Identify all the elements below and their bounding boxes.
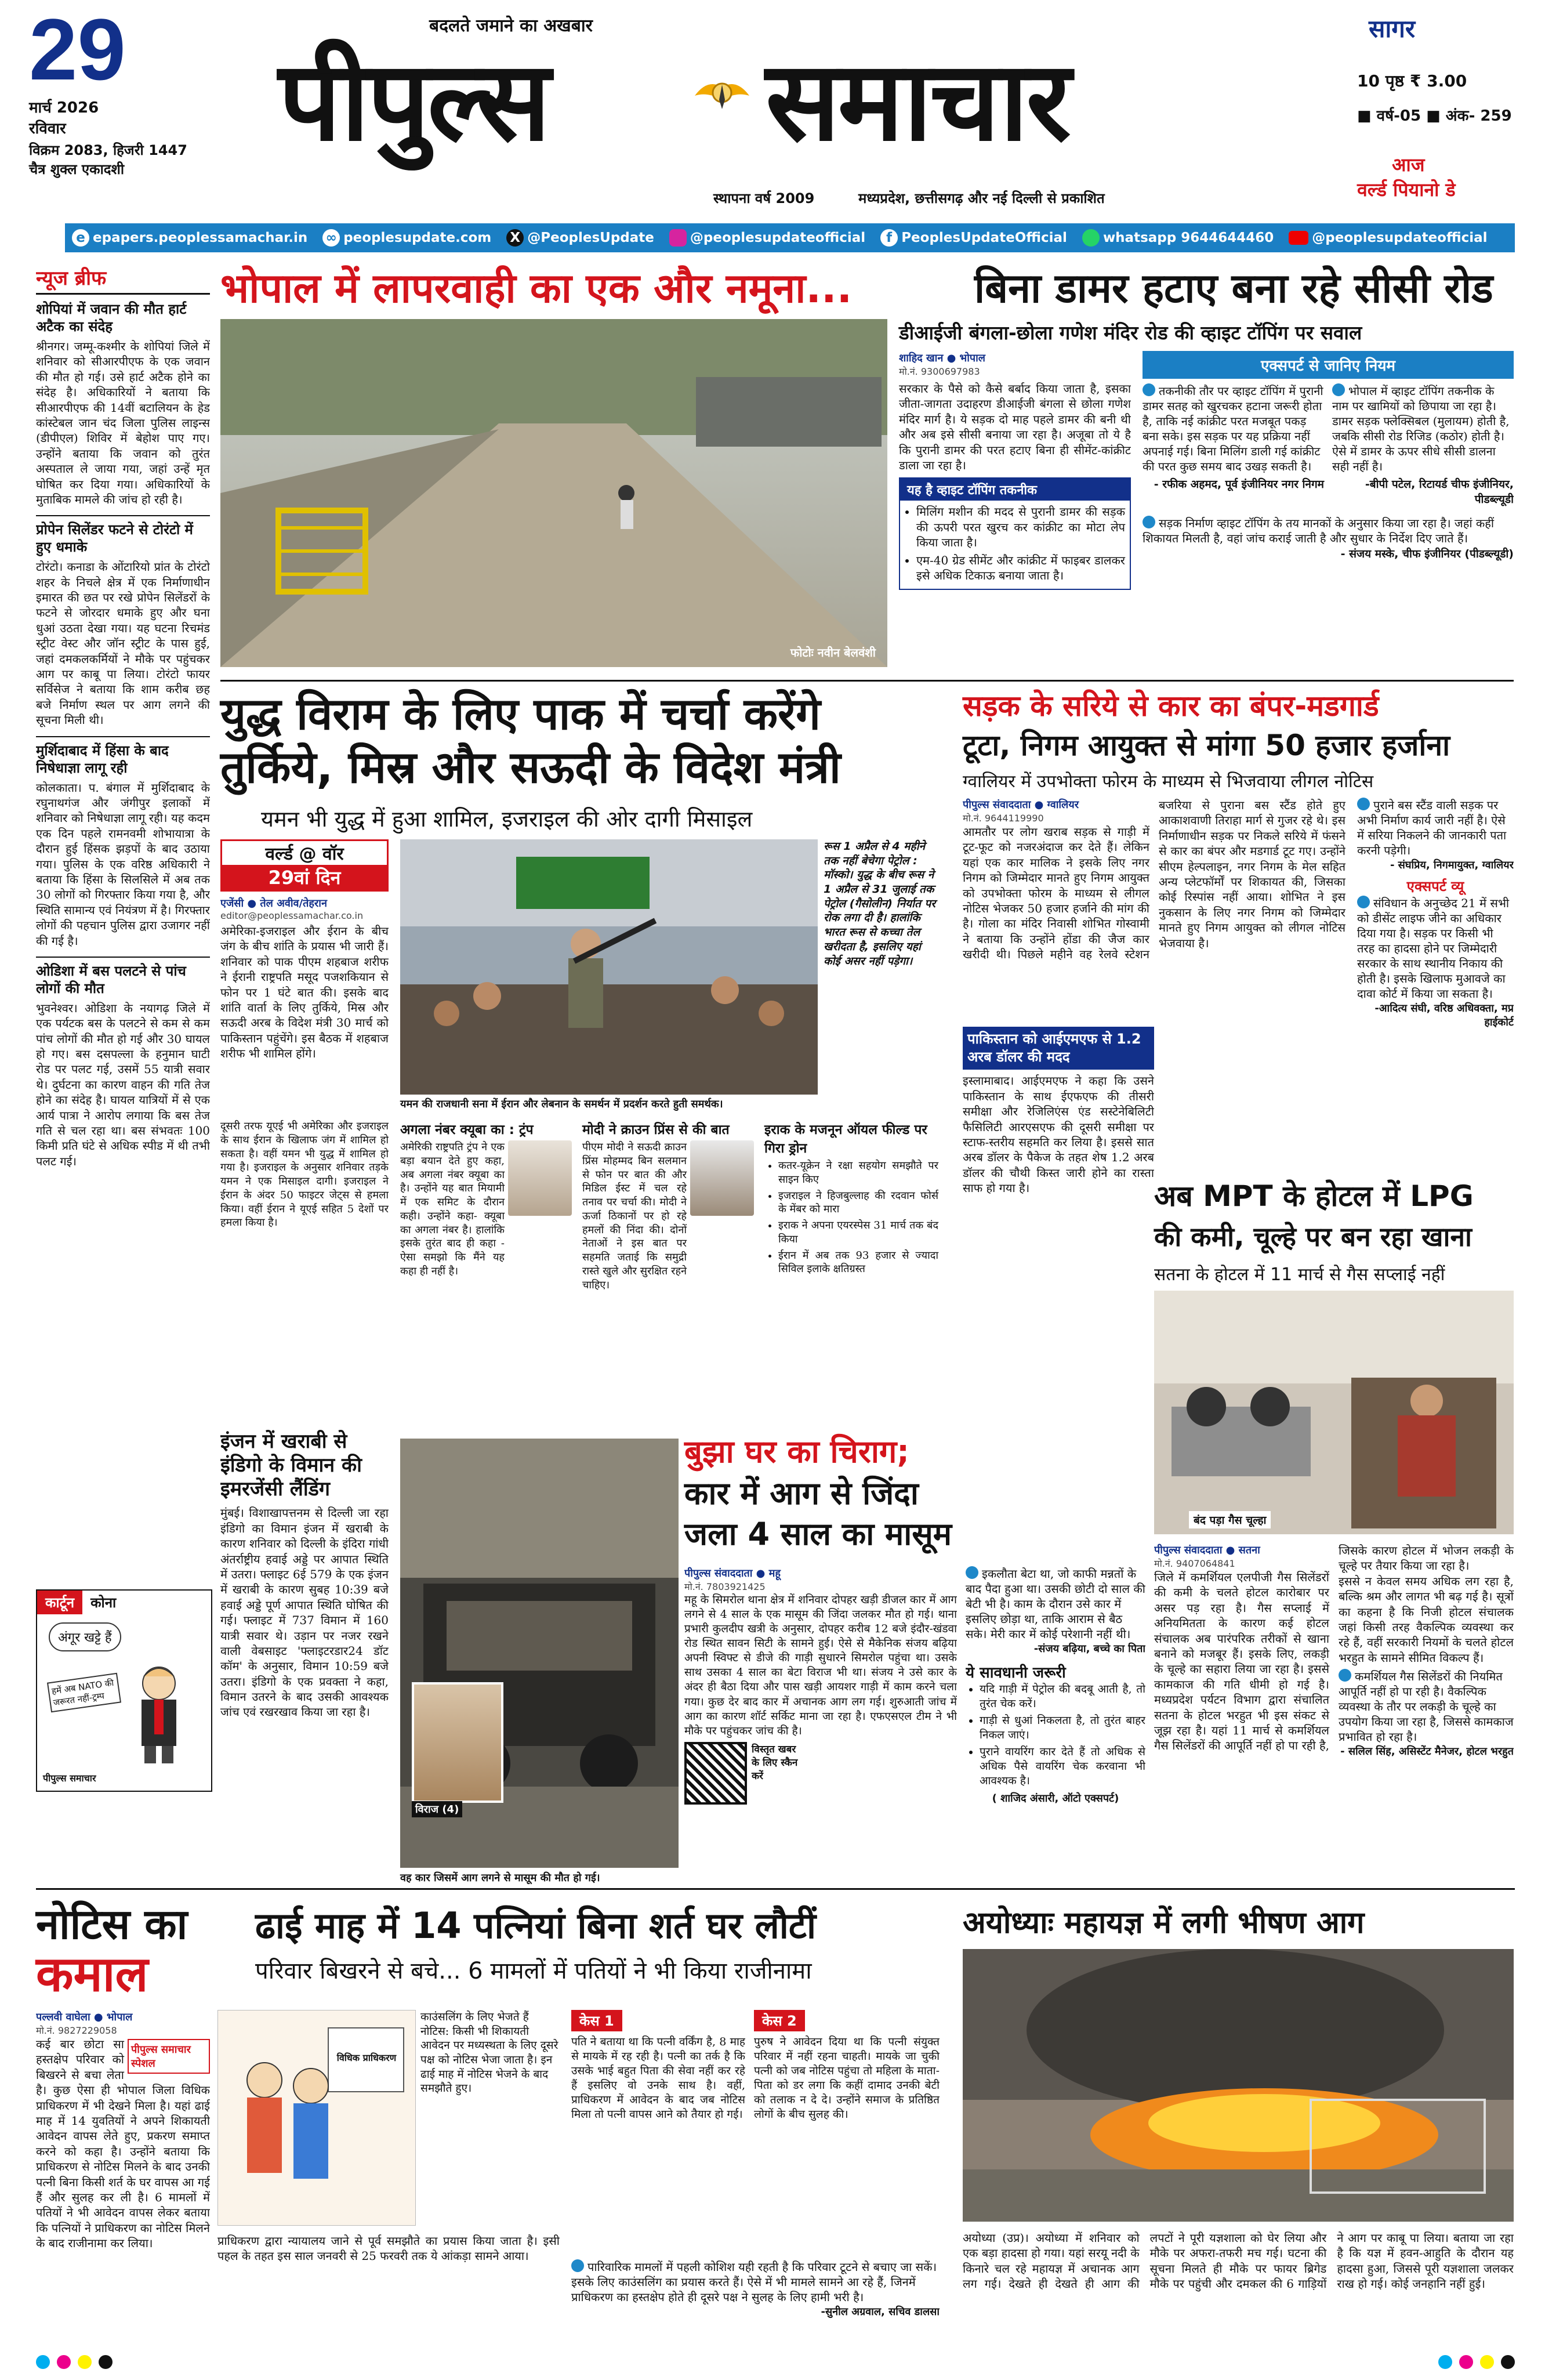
ayodhya-photo [963, 1949, 1514, 2222]
top-headline-black: बिना डामर हटाए बना रहे सीसी रोड [974, 265, 1493, 312]
war-subhead: यमन भी युद्ध में हुआ शामिल, इजराइल की ओर दागी मिसाइल [261, 806, 753, 832]
news-brief-column [36, 264, 210, 1581]
war-headline-2: तुर्किये, मिस्र और सऊदी के विदेश मंत्री [220, 741, 841, 793]
lpg-text: पीपुल्स संवाददाता ● सतना मो.नं. 9407064841 जिले में कमर्शियल एलपीजी गैस सिलेंडरों की कमी के चलते होटल कारोबार पर असर पड़ रहा है। गैस सप्लाई में अनियमितता के कारण कई होटल संचालक अब पारंपरिक तरीकों से खाना बनाने को मजबूर हैं। इसके लिए, लकड़ी के चूल्हे का सहारा लिया जा रहा है। इससे कामकाज की गति धीमी हो गई है। मध्यप्रदेश पर्यटन विभाग द्वारा संचालित सतना के होटल भरहुत भी इस संकट से जूझ रहा है। यहां 11 मार्च से कमर्शियल गैस सिलेंडरों की आपूर्ति नहीं हो पा रही है, जिसके कारण होटल में भोजन लकड़ी के चूल्हे पर तैयार किया जा रहा है। इससे न केवल समय अधिक लग रहा है, बल्कि श्रम और लागत भी बढ़ गई है। सूत्रों का कहना है कि निजी होटल संचालक जहां किसी तरह वैकल्पिक व्यवस्था कर रहे हैं, वहीं सरकारी नियमों के चलते होटल भरहुत के सामने सीमित विकल्प हैं। कमर्शियल गैस सिलेंडरों की नियमित आपूर्ति नहीं हो पा रही है। वैकल्पिक व्यवस्था के तौर पर लकड़ी के चूल्हे का उपयोग किया जा रहा है, जिससे कामकाज प्रभावित हो रहा है। - सलिल सिंह, असिस्टेंट मैनेजर, होटल भरहुत [1154, 1544, 1514, 1758]
notice-body-2: प्राधिकरण द्वारा न्यायालय जाने से पूर्व समझौते का प्रयास किया जाता है। इसी पहल के तहत इस साल जनवरी से 25 फरवरी तक ये आंकड़ा सामने आया। [217, 2234, 560, 2263]
lpg-subhead: सतना के होटल में 11 मार्च से गैस सप्लाई नहीं [1154, 1265, 1445, 1285]
date-number: 29 [29, 1, 126, 98]
social-item-epaper[interactable]: e epapers.peoplessamachar.in [72, 229, 307, 247]
notice-subhead: परिवार बिखरने से बचे... 6 मामलों में पतियों ने भी किया राजीनामा [255, 1958, 812, 1984]
established: स्थापना वर्ष 2009 [713, 190, 815, 207]
article-body: अमेरिका-इजराइल और ईरान के बीच जंग के बीच शांति के प्रयास भी जारी हैं। शनिवार को पाक पीएम शहबाज शरीफ ने ईरानी राष्ट्रपति मसूद पजशकियान से फोन पर 1 घंटे बात की। इसके बाद शांति वार्ता के लिए तुर्किये, मिस्र और सऊदी अरब के विदेश मंत्री 30 मार्च को पाकिस्तान पहुंचेंगे। इस बैठक में शहबाज शरीफ भी शामिल होंगे। [220, 924, 389, 1061]
expert-panel [1143, 351, 1514, 676]
indigo-headline: इंजन में खराबी से इंडिगो के विमान की इमरजेंसी लैंडिंग [220, 1430, 362, 1501]
quote-icon [1357, 896, 1370, 908]
byline: एजेंसी ● तेल अवीव/तेहरान [220, 897, 327, 910]
youtube-icon [1289, 231, 1308, 245]
title-left: पीपुल्स [278, 37, 549, 165]
email: editor@peoplessamachar.co.in [220, 910, 364, 921]
edition-city: सागर [1369, 15, 1416, 43]
tagline: बदलते जमाने का अखबार [429, 16, 593, 36]
expert-quote: भोपाल में व्हाइट टॉपिंग तकनीक के नाम पर खामियों को छिपाया जा रहा है। डामर सड़क फ्लेक्सिबल (मुलायम) होती है, जबकि सीसी रोड रिजिड (कठोर) होती है। ऐसे में डामर के ऊपर सीधे सीसी डालना सही नहीं है। -बीपी पटेल, रिटायर्ड चीफ इंजीनियर, पीडब्ल्यूडी [1332, 384, 1514, 506]
lpg-photo [1154, 1291, 1514, 1534]
notice-text: पल्लवी वाघेला ● भोपाल मो.नं. 9827229058 पीपुल्स समाचार स्पेशल कई बार छोटा सा हस्तक्षेप परिवार को बिखरने से बचा लेता है। कुछ ऐसा ही भोपाल जिला विधिक प्राधिकरण में भी देखने मिला है। यहां ढाई माह में 14 युवतियों ने अपने शिकायती आवेदन वापस लेते हुए, प्रकरण समाप्त करने को कहा है। उन्होंने बताया कि प्राधिकरण से नोटिस मिलने के बाद उनकी पत्नी बिना किसी शर्त के घर वापस आ गई हैं और सुलह कर ली है। 6 मामलों में पतियों ने भी आवेदन वापस लेकर बताया कि पत्नियों ने प्राधिकरण का नोटिस मिलने के बाद राजीनामा कर लिया। [36, 2011, 210, 2251]
mhow-headline-1: बुझा घर का चिराग; [684, 1433, 909, 1470]
cartoon-box [36, 1589, 212, 1792]
article-body: महू के सिमरोल थाना क्षेत्र में शनिवार दोपहर खड़ी डीजल कार में आग लगने से 4 साल के एक मासूम की जिंदा जलकर मौत हो गई। थाना प्रभारी कुलदीप खत्री के अनुसार, दोपहर करीब 12 बजे इंदौर-खंडवा रोड स्थित सावन सिटी के सामने हुई। ऐसे से मैकेनिक संजय बढ़िया अपनी स्विफ्ट से डीजे की गाड़ी सुधारने सिमरोल पहुंचा था। उसके साथ उसका 4 साल का बेटा विराज भी था। संजय ने उसे कार के अंदर ही बैठा दिया और पास खड़ी आयशर गाड़ी में काम करने चला गया। कुछ देर बाद कार में अचानक आग लग गई। शुरुआती जांच में आग का कारण शॉर्ट सर्किट माना जा रहा है। एफएसएल टीम ने भी मौके पर पहुंचकर जांच की है। [684, 1593, 957, 1737]
cartoon-label: कार्टून [37, 1591, 82, 1614]
social-item-whatsapp[interactable]: whatsapp 9644644460 [1082, 229, 1274, 247]
tips-title: ये सावधानी जरूरी [966, 1664, 1066, 1682]
article-body: इससे न केवल समय अधिक लग रहा है, बल्कि श्रम और लागत भी बढ़ गई है। सूत्रों का कहना है कि निजी होटल संचालक जहां किसी तरह वैकल्पिक व्यवस्था कर रहे हैं, वहीं सरकारी नियमों के चलते होटल भरहुत के सामने सीमित विकल्प हैं। [1339, 1574, 1514, 1665]
date-block [29, 1, 226, 215]
world-at-war-badge: वर्ल्ड @ वॉर 29वां दिन [220, 839, 389, 892]
mobile: मो.नं. 9300697983 [899, 366, 980, 377]
mhow-caption: वह कार जिसमें आग लगने से मासूम की मौत हो गई। [400, 1872, 600, 1884]
technique-item: • एम-40 ग्रेड सीमेंट और कांक्रीट में फाइबर डालकर इसे अधिक टिकाऊ बनाया जाता है। [916, 553, 1125, 584]
child-inset [412, 1682, 503, 1803]
notice-label-1: नोटिस का [36, 1900, 188, 1948]
whatsapp-icon [1082, 229, 1100, 247]
brief-item [36, 957, 210, 1169]
technique-item: • मिलिंग मशीन की मदद से पुरानी डामर की सड़क की ऊपरी परत खुरच कर कांक्रीट का मोटा लेप किया जाता है। [916, 504, 1125, 550]
photo-credit: फोटोः नवीन बेलवंशी [790, 646, 876, 660]
gwalior-quotes: पुराने बस स्टैंड वाली सड़क पर अभी निर्माण कार्य जारी नहीं है। ऐसे में सरिया निकलने की जानकारी पता करनी पड़ेगी। - संघप्रिय, निगमायुक्त, ग्वालियर एक्सपर्ट व्यू संविधान के अनुच्छेद 21 में सभी को डीसेंट लाइफ जीने का अधिकार दिया गया है। सड़क पर किसी भी तरह का हादसा होने पर जिम्मेदारी सरकार के साथ स्थानीय निकाय की होती है। इसके खिलाफ मुआवजे का दावा कोर्ट में किया जा सकता है। -आदित्य संघी, वरिष्ठ अधिवक्ता, मप्र हाईकोर्ट [1357, 798, 1514, 1028]
sub-story-trump: अगला नंबर क्यूबा का : ट्रंप अमेरिकी राष्ट्रपति ट्रंप ने एक बड़ा बयान देते हुए कहा, अब अगला नंबर क्यूबा का है। उन्होंने यह बात मियामी में एक समिट के दौरान कही। उन्होंने कहा- क्यूबा का अगला नंबर है। हालांकि इसके तुरंत बाद ही कहा - ऐसा समझो कि मैंने यह कहा ही नहीं है। [400, 1120, 574, 1276]
case-2: केस 2 पुरुष ने आवेदन दिया था कि पत्नी संयुक्त परिवार में नहीं रहना चाहती। मायके जा चुकी पत्नी को जब नोटिस पहुंचा तो महिला के माता-पिता को डर लगा कि कहीं दामाद उनकी बेटी को तलाक न दे दे। उन्होंने समाज के प्रतिष्ठित लोगों के बीच सुलह की। [754, 2010, 940, 2254]
brief-title: मुर्शिदाबाद में हिंसा के बाद निषेधाज्ञा लागू रही [36, 742, 169, 776]
ayodhya-text [963, 2230, 1514, 2341]
article-body: कई बार छोटा सा हस्तक्षेप परिवार को बिखरने से बचा लेता है। कुछ ऐसा ही भोपाल जिला विधिक प्राधिकरण में भी देखने मिला है। यहां ढाई माह में 14 युवतियों ने अपने शिकायती आवेदन वापस लेते हुए, प्रकरण समाप्त करने को कहा है। उन्होंने बताया कि प्राधिकरण से नोटिस मिलने के बाद उनकी पत्नी बिना किसी शर्त के घर वापस आ गई हैं और सुलह कर ली है। 6 मामलों में पतियों ने भी आवेदन वापस लेकर बताया कि पत्नियों ने प्राधिकरण का नोटिस मिलने के बाद राजीनामा कर लिया। [36, 2037, 210, 2251]
ayodhya-headline: अयोध्याः महायज्ञ में लगी भीषण आग [963, 1906, 1365, 1940]
brief-title: शोपियां में जवान की मौत हार्ट अटैक का संदेह [36, 301, 187, 335]
road-photo [220, 319, 887, 667]
expert-view-title: एक्सपर्ट व्यू [1406, 878, 1464, 894]
gwalior-headline-1: सड़क के सरिये से कार का बंपर-मडगार्ड [963, 689, 1379, 723]
war-headline-1: युद्ध विराम के लिए पाक में चर्चा करेंगे [220, 688, 821, 740]
tithi: चैत्र शुक्ल एकादशी [29, 161, 125, 177]
published: मध्यप्रदेश, छत्तीसगढ़ और नई दिल्ली से प्रकाशित [858, 190, 1105, 207]
expert-quote: तकनीकी तौर पर व्हाइट टॉपिंग में पुरानी डामर सतह को खुरचकर हटाना जरूरी होता है, ताकि नई कांक्रीट परत मजबूत पकड़ बना सके। इस सड़क पर यह प्रक्रिया नहीं अपनाई गई। बिना मिलिंग डाली गई कांक्रीट की परत कुछ समय बाद उखड़ सकती है। - रफीक अहमद, पूर्व इंजीनियर नगर निगम [1143, 384, 1324, 491]
paper-title [267, 35, 1253, 168]
brief-body: टोरंटो। कनाडा के ओंटारियो प्रांत के टोरंटो शहर के निचले क्षेत्र में एक निर्माणाधीन इमारत की छत पर रखे प्रोपेन सिलेंडरों के फटने से जोरदार धमाके हुए और घना धुआं उठता देखा गया। यह घटना रिचमंड स्ट्रीट वेस्ट और जॉन स्ट्रीट के पास हुई, जहां दमकलकर्मियों ने मौके पर पहुंचकर आग पर काबू पा लिया। टोरंटो फायर सर्विसेज ने बताया कि शाम करीब छह बजे निर्माण स्थल पर आग लगने की सूचना मिली थी। [36, 560, 210, 727]
social-item-website[interactable]: ∞ peoplesupdate.com [322, 229, 491, 247]
top-photo [220, 319, 887, 667]
brief-title: ओडिशा में बस पलटने से पांच लोगों की मौत [36, 962, 186, 997]
mhow-headline-2: कार में आग से जिंदा जला 4 साल का मासूम [684, 1475, 952, 1552]
article-body: इस्लामाबाद। आईएमएफ ने कहा कि उसने पाकिस्तान के साथ ईएफएफ की तीसरी समीक्षा और रेजिलिएंस एंड सस्टेनेबिलिटी फैसिलिटी आरएसएफ की दूसरी समीक्षा पर स्टाफ-स्तरीय सहमति कर लिया है। इससे सात अरब डॉलर के पैकेज के तहत शेष 1.2 अरब डॉलर की चौथी किस्त जारी होने का रास्ता साफ हो गया है। [963, 1074, 1154, 1196]
social-item-facebook[interactable]: f PeoplesUpdateOfficial [880, 229, 1067, 247]
month-year: मार्च 2026 [29, 99, 99, 117]
year-issue: ■ वर्ष-05 ■ अंक- 259 [1357, 107, 1512, 125]
quote-icon [1332, 383, 1345, 396]
trump-photo [508, 1140, 572, 1216]
cartoon-figure [124, 1660, 194, 1765]
social-item-x[interactable]: X @PeoplesUpdate [506, 229, 654, 247]
link-icon: ∞ [322, 229, 340, 247]
brief-item [36, 515, 210, 727]
case-1: केस 1 पति ने बताया था कि पत्नी वर्किंग है, 8 माह से मायके में रह रही है। पत्नी का तर्क है कि उसके भाई बहुत पिता की सेवा नहीं कर रहे हैं इसलिए वो उनके साथ है। वहीं, प्राधिकरण में आवेदन के बाद जब नोटिस मिला तो पत्नी वापस आने को तैयार हो गई। [571, 2010, 745, 2254]
quote-icon [1143, 383, 1155, 396]
quote-icon [1143, 516, 1155, 528]
instagram-icon [669, 229, 687, 247]
pages-price: 10 पृष्ठ ₹ 3.00 [1357, 71, 1467, 90]
illus-label: विधिक प्राधिकरण [336, 2052, 397, 2063]
quote-icon [1357, 798, 1370, 810]
logo-icon [690, 64, 754, 128]
mhow-photo [400, 1439, 679, 1868]
cartoon-label-b: कोना [90, 1595, 117, 1611]
top-headline-red: भोपाल में लापरवाही का एक और नमूना... [220, 265, 853, 312]
speech-bubble: अंगूर खट्टे हैं [49, 1622, 121, 1651]
expert-quote: सड़क निर्माण व्हाइट टॉपिंग के तय मानकों के अनुसार किया जा रहा है। जहां कहीं शिकायत मिलती है, वहां जांच कराई जाती है और सुधार के निर्देश दिए जाते हैं। - संजय मस्के, चीफ इंजीनियर (पीडब्ल्यूडी) [1143, 516, 1514, 560]
cartoon-sign: हमें अब NATO की जरूरत नहीं-ट्रम्प [47, 1673, 121, 1712]
sub-story-modi: मोदी ने क्राउन प्रिंस से की बात पीएम मोदी ने सऊदी क्राउन प्रिंस मोहम्मद बिन सलमान से फोन पर बात की और मिडिल ईस्ट में चल रहे तनाव पर चर्चा की। मोदी ने ऊर्जा ठिकानों पर हो रहे हमलों की निंदा की। दोनों नेताओं ने इस बात पर सहमति जताई कि समुद्री रास्ते खुले और सुरक्षित रहने चाहिए। [582, 1120, 756, 1276]
lpg-photo-label: बंद पड़ा गैस चूल्हा [1189, 1511, 1271, 1528]
mhow-sidebar: इकलौता बेटा था, जो काफी मन्नतों के बाद पैदा हुआ था। उसकी छोटी दो साल की बेटी भी है। काम के दौरान उसे कार में इसलिए छोड़ा था, ताकि आराम से बैठ सके। मेरी कार में कोई परेशानी नहीं थी। -संजय बढ़िया, बच्चे का पिता ये सावधानी जरूरी • यदि गाड़ी में पेट्रोल की बदबू आती है, तो तुरंत चेक करें। • गाड़ी से धुआं निकलता है, तो तुरंत बाहर निकल जाएं। • पुराने वायरिंग कार देते हैं तो अधिक से अधिक पैसे वायरिंग चेक करवाना भी आवश्यक है। ( शाजिद अंसारी, ऑटो एक्सपर्ट) [966, 1566, 1145, 1874]
notice-illustration [217, 2010, 416, 2226]
photo-caption: यमन की राजधानी सना में ईरान और लेबनान के समर्थन में प्रदर्शन करते हुती समर्थक। [400, 1098, 723, 1110]
brief-body: श्रीनगर। जम्मू-कश्मीर के शोपियां जिले में शनिवार को सीआरपीएफ के एक जवान की मौत हो गई। उसे हार्ट अटैक होने का संदेह है। अधिकारियों ने बताया कि सीआरपीएफ की 14वीं बटालियन के हेड कांस्टेबल जान चंद जिला पुलिस लाइन्स (डीपीएल) शिविर में बेहोश पाए गए। उन्होंने बताया कि जवान को तुरंत अस्पताल ले जाया गया, जहां उन्हें मृत घोषित कर दिया गया। अधिकारियों के मुताबिक मामले की जांच हो रही है। [36, 339, 210, 506]
masthead [0, 0, 1545, 226]
modi-photo [690, 1140, 754, 1216]
byline: शाहिद खान ● भोपाल [899, 352, 985, 364]
indigo-story [220, 1430, 389, 1871]
article-body: जिले में कमर्शियल एलपीजी गैस सिलेंडरों की कमी के चलते होटल कारोबार पर असर पड़ रहा है। गैस सप्लाई में अनियमितता के कारण कई होटल संचालक अब पारंपरिक तरीकों से खाना बनाने को मजबूर हैं। इसके लिए, लकड़ी के चूल्हे का सहारा लिया जा रहा है। इससे कामकाज की गति धीमी हो गई है। मध्यप्रदेश पर्यटन विभाग द्वारा संचालित सतना के होटल भरहुत भी इस संकट से जूझ रहा है। यहां 11 मार्च से कमर्शियल गैस सिलेंडरों की आपूर्ति नहीं हो पा रही है, जिसके कारण होटल में भोजन लकड़ी के चूल्हे पर तैयार किया जा रहा है। [1154, 1544, 1514, 1753]
brief-title: प्रोपेन सिलेंडर फटने से टोरंटो में हुए धमाके [36, 521, 193, 556]
article-body: अयोध्या (उप्र)। अयोध्या में शनिवार को एक बड़ा हादसा हो गया। यहां सरयू नदी के किनारे चल रहे महायज्ञ में अचानक आग लग गई। देखते ही देखते ही आग की लपटों ने पूरी यज्ञशाला को घेर लिया और मौके पर अफरा-तफरी मच गई। घटना की सूचना मिलते ही मौके पर फायर ब्रिगेड मौके पर पहुंची और दमकल की 6 गाड़ियों ने आग पर काबू पा लिया। बताया जा रहा है कि यज्ञ में हवन-आहुति के दौरान यह हादसा हुआ, जिससे पूरी यज्ञशाला जलकर राख हो गई। कोई जनहानि नहीं हुई। [963, 2231, 1514, 2291]
brief-body: कोलकाता। प. बंगाल में मुर्शिदाबाद के रघुनाथगंज और जंगीपुर इलाकों में शनिवार को निषेधाज्ञा लागू रही। यह कदम एक दिन पहले रामनवमी शोभायात्रा के दौरान हुई हिंसक झड़पों के बाद उठाया गया। पुलिस के एक वरिष्ठ अधिकारी ने बताया कि हिंसा के सिलसिले में अब तक 30 लोगों को गिरफ्तार किया गया है, और स्थिति सामान्य एवं नियंत्रण में है। गिरफ्तार लोगों की पहचान पुलिस द्वारा उजागर नहीं की गई है। [36, 780, 210, 948]
lpg-headline-2: की कमी, चूल्हे पर बन रहा खाना [1154, 1221, 1472, 1252]
gwalior-text: पीपुल्स संवाददाता ● ग्वालियर मो.नं. 9644119990 आमतौर पर लोग खराब सड़क से गाड़ी में टूट-फूट को नजरअंदाज कर देते हैं। लेकिन यहां एक कार मालिक ने इसके लिए नगर निगम को जिम्मेदार मानते हुए निगम आयुक्त को उपभोक्ता फोरम के माध्यम से लीगल नोटिस भेजकर 50 हजार हर्जाने की मांग की है। गोला का मंदिर निवासी शोभित गोस्वामी ने बताया कि उन्होंने होंडा की जैज कार खरीदी थी। पिछले महीने वह रेलवे स्टेशन बजरिया से पुराना बस स्टैंड होते हुए आकाशवाणी तिराहा मार्ग से गुजर रहे थे। इस निर्माणाधीन सड़क पर निकले सरिये में फंसने से कार का बंपर और मडगार्ड टूट गए। उन्होंने सीएम हेल्पलाइन, नगर निगम के मेल सहित अन्य प्लेटफॉर्मों पर शिकायत की, जिसका कोई रिस्पांस नहीं आया। शोभित ने इस नुकसान के लिए नगर निगम को जिम्मेदार मानते हुए निगम आयुक्त को लीगल नोटिस भेजवाया है। [963, 798, 1345, 962]
today-label: आज [1392, 154, 1425, 176]
notice-quote: पारिवारिक मामलों में पहली कोशिश यही रहती है कि परिवार टूटने से बचाए जा सकें। इसके लिए काउंसलिंग का प्रयास करते हैं। ऐसे में भी मामले सामने आ रहे हैं, जिनमें प्राधिकरण का हस्तक्षेप होते ही दूसरे पक्ष ने सुलह के लिए हामी भरी है। -सुनील अग्रवाल, सचिव डालसा [571, 2260, 940, 2318]
gwalior-subhead: ग्वालियर में उपभोक्ता फोरम के माध्यम से भिजवाया लीगल नोटिस [963, 771, 1374, 792]
inset-label: विराज (4) [412, 1801, 462, 1817]
imf-story [963, 1027, 1154, 1241]
notice-label-2: कमाल [36, 1946, 148, 2002]
facebook-icon: f [880, 229, 898, 247]
brief-item [36, 736, 210, 948]
samvat: विक्रम 2083, हिजरी 1447 [29, 142, 187, 158]
quote-icon [966, 1566, 978, 1579]
technique-box [899, 477, 1131, 590]
today-event: वर्ल्ड पियानो डे [1357, 179, 1456, 201]
mhow-text: पीपुल्स संवाददाता ● महू मो.नं. 7803921425 महू के सिमरोल थाना क्षेत्र में शनिवार दोपहर खड़ी डीजल कार में आग लगने से 4 साल के एक मासूम की जिंदा जलकर मौत हो गई। थाना प्रभारी कुलदीप खत्री के अनुसार, दोपहर करीब 12 बजे इंदौर-खंडवा रोड स्थित सावन सिटी के सामने हुई। ऐसे से मैकेनिक संजय बढ़िया अपनी स्विफ्ट से डीजे की गाड़ी सुधारने सिमरोल पहुंचा था। उसके साथ उसका 4 साल का बेटा विराज भी था। संजय ने उसे कार के अंदर ही बैठा दिया और पास खड़ी आयशर गाड़ी में काम करने चला गया। कुछ देर बाद कार में अचानक आग लग गई। शुरुआती जांच में आग का कारण शॉर्ट सर्किट माना जा रहा है। एफएसएल टीम ने भी मौके पर पहुंचकर जांच की है। विस्तृत खबर के लिए स्कैन करें [684, 1566, 957, 1874]
weekday: रविवार [29, 120, 66, 137]
technique-title: यह है व्हाइट टॉपिंग तकनीक [900, 479, 1130, 501]
article-body: सरकार के पैसे को कैसे बर्बाद किया जाता है, इसका जीता-जागता उदाहरण डीआईजी बंगला से छोला गणेश मंदिर मार्ग है। ये सड़क दो माह पहले डामर की बनी थी और अब इसे सीसी बनाया जा रहा है। अजूबा तो ये है कि पुरानी डामर की परत हटाए बिना ही सीमेंट-कांक्रीट डाला जा रहा है। [899, 382, 1131, 472]
top-story [220, 264, 1514, 676]
imf-headline: पाकिस्तान को आईएमएफ से 1.2 अरब डॉलर की मदद [963, 1027, 1154, 1070]
war-photo [400, 839, 818, 1095]
special-badge: पीपुल्स समाचार स्पेशल [128, 2039, 210, 2074]
brief-heading: न्यूज ब्रीफ [36, 264, 210, 295]
brief-item [36, 300, 210, 507]
expert-title: एक्सपर्ट से जानिए नियम [1143, 351, 1514, 379]
notice-sidebox: काउंसलिंग के लिए भेजते हैं नोटिस: किसी भी शिकायती आवेदन पर मध्यस्थता के लिए दूसरे पक्ष को नोटिस भेजा जाता है। इन ढाई माह में नोटिस भेजने के बाद समझौते हुए। [420, 2010, 558, 2095]
article-body: मुंबई। विशाखापत्तनम से दिल्ली जा रहा इंडिगो का विमान इंजन में खराबी के कारण शनिवार को दिल्ली के इंदिरा गांधी अंतर्राष्ट्रीय हवाई अड्डे पर आपात स्थिति में उतरा। फ्लाइट 6ई 579 के एक इंजन में खराबी के कारण सुबह 10:39 बजे हवाई अड्डे पूर्ण आपात स्थिति घोषित की गई। फ्लाइट में 737 विमान में 160 यात्री सवार थे। उड़ान पर नजर रखने वाली वेबसाइट 'फ्लाइटरडार24 डॉट कॉम' के अनुसार, विमान 10:59 बजे उतरा। इंडिगो के एक प्रवक्ता ने कहा, विमान उतरने के बाद उसकी आवश्यक जांच एवं रखरखाव किया जा रहा है। [220, 1506, 389, 1719]
russia-note: रूस 1 अप्रैल से 4 महीने तक नहीं बेचेगा पेट्रोल : मॉस्को। युद्ध के बीच रूस ने 1 अप्रैल से 31 जुलाई तक पेट्रोल (गैसोलीन) निर्यात पर रोक लगा दी है। हालांकि भारत रूस से कच्चा तेल खरीदता है, इसलिए यहां कोई असर नहीं पड़ेगा। [824, 840, 935, 968]
lpg-headline-1: अब MPT के होटल में LPG [1154, 1179, 1474, 1213]
gwalior-headline-2: टूटा, निगम आयुक्त से मांगा 50 हजार हर्जाना [963, 729, 1450, 762]
sub-story-iraq: इराक के मजनून ऑयल फील्ड पर गिरा ड्रोन • कतर-यूक्रेन ने रक्षा सहयोग समझौते पर साइन किए • इजराइल ने हिजबुल्लाह की रदवान फोर्स के मेंबर को मारा • इराक ने अपना एयरस्पेस 31 मार्च तक बंद किया • ईरान में अब तक 93 हजार से ज्यादा सिविल इलाके क्षतिग्रस्त [764, 1120, 938, 1276]
quote-icon [571, 2259, 584, 2272]
qr-code[interactable] [684, 1742, 747, 1805]
brief-body: भुवनेश्वर। ओडिशा के नयागढ़ जिले में एक पर्यटक बस के पलटने से कम से कम पांच लोगों की मौत हो गई और 30 घायल हो गए। बस दसपल्ला के हनुमान घाटी रोड पर पलट गई, उसमें 55 यात्री सवार थे। दुर्घटना का कारण वाहन की गति तेज होने का संदेह है। घायल यात्रियों में से एक आर्य पात्रा ने आरोप लगाया कि बस तेज गति से चल रहा था। बस संभवतः 100 किमी प्रति घंटे से अधिक स्पीड में थी तभी पलट गई। [36, 1001, 210, 1168]
cartoon-credit: पीपुल्स समाचार [43, 1773, 96, 1784]
notice-headline: ढाई माह में 14 पत्नियां बिना शर्त घर लौटीं [255, 1904, 817, 1947]
title-right: समाचार [766, 37, 1069, 165]
social-bar [65, 223, 1515, 252]
war-col-3 [400, 1120, 940, 1291]
top-text-col [899, 351, 1131, 676]
war-story [220, 687, 940, 1424]
war-body-cont: दूसरी तरफ यूएई भी अमेरिका और इजराइल के साथ ईरान के खिलाफ जंग में शामिल हो सकता है। वहीं यमन भी युद्ध में शामिल हो गया है। इजराइल के अनुसार शनिवार तड़के यमन ने एक मिसाइल दागी। इजराइल ने ईरान के अंदर 50 फाइटर जेट्स से हमला किया। वहीं ईरान ने यूएई सहित 5 देशों पर हमला किया है। [220, 1120, 389, 1229]
article-body: आमतौर पर लोग खराब सड़क से गाड़ी में टूट-फूट को नजरअंदाज कर देते हैं। लेकिन यहां एक कार मालिक ने इसके लिए नगर निगम को जिम्मेदार मानते हुए निगम आयुक्त को उपभोक्ता फोरम के माध्यम से लीगल नोटिस भेजकर 50 हजार हर्जाने की मांग की है। गोला का मंदिर निवासी शोभित गोस्वामी ने बताया कि उन्होंने होंडा की जैज कार खरीदी थी। पिछले महीने वह रेलवे स्टेशन बजरिया से पुराना बस स्टैंड होते हुए आकाशवाणी तिराहा मार्ग से गुजर रहे थे। इस निर्माणाधीन सड़क पर निकले सरिये में फंसने से कार का बंपर और मडगार्ड टूट गए। उन्होंने सीएम हेल्पलाइन, नगर निगम के मेल सहित अन्य प्लेटफॉर्मों पर शिकायत की, जिसका कोई रिस्पांस नहीं आया। शोभित ने इस नुकसान के लिए नगर निगम को जिम्मेदार मानते हुए निगम आयुक्त को लीगल नोटिस भेजवाया है। [963, 798, 1345, 962]
top-subhead: डीआईजी बंगला-छोला गणेश मंदिर रोड की व्हाइट टॉपिंग पर सवाल [899, 321, 1362, 344]
social-item-youtube[interactable]: @peoplesupdateofficial [1289, 230, 1487, 245]
globe-icon: e [72, 229, 89, 247]
registration-marks [36, 2355, 1515, 2371]
social-item-instagram[interactable]: @peoplesupdateofficial [669, 229, 865, 247]
quote-icon [1339, 1669, 1351, 1682]
x-icon: X [506, 229, 524, 247]
